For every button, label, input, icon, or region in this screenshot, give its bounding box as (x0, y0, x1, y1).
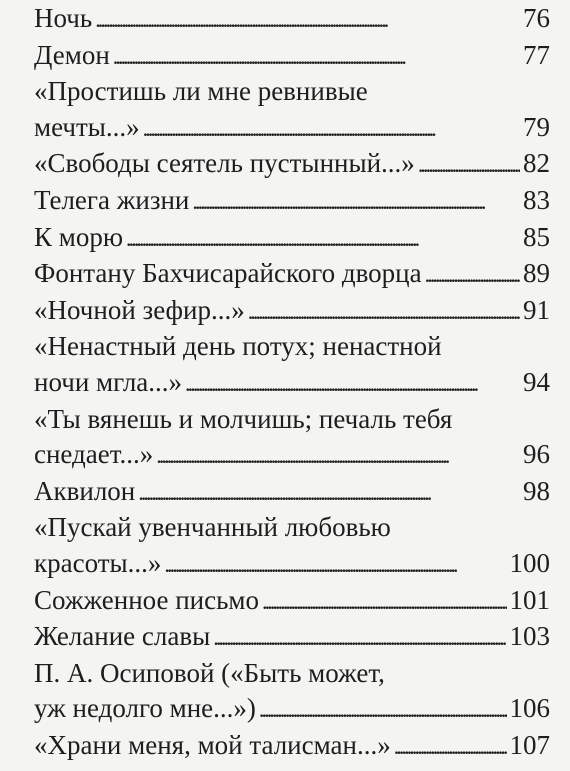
toc-entry (34, 474, 550, 511)
toc-title-first-line: П. А. Осиповой («Быть может, (34, 657, 385, 688)
toc-page-number: 91 (523, 294, 550, 325)
toc-title: уж недолго мне...») (34, 693, 256, 724)
toc-line (34, 691, 550, 728)
toc-entry (34, 183, 550, 220)
toc-title: Ночь (34, 3, 93, 33)
dot-leader (95, 1, 520, 38)
toc-page-number: 101 (509, 584, 550, 615)
toc-line (34, 474, 550, 511)
dot-leader (185, 365, 520, 402)
dot-leader (394, 728, 507, 765)
dot-leader (164, 546, 506, 583)
toc-title: ночи мгла...» (34, 366, 183, 397)
dot-leader (418, 146, 520, 183)
toc-title: Сожженное письмо (34, 584, 260, 615)
table-of-contents (34, 1, 550, 764)
toc-title: «Свободы сеятель пустынный...» (34, 148, 415, 179)
toc-page-number: 89 (523, 258, 550, 289)
toc-entry (34, 728, 550, 765)
toc-title: Аквилон (34, 475, 136, 506)
toc-line (34, 1, 550, 38)
toc-title: мечты...» (34, 111, 140, 142)
toc-line (34, 256, 550, 293)
dot-leader (113, 38, 520, 75)
toc-title: К морю (34, 221, 124, 252)
toc-title: снедает...» (34, 439, 154, 470)
toc-page-number: 96 (523, 439, 550, 470)
toc-title: Демон (34, 39, 110, 70)
toc-entry (34, 146, 550, 183)
toc-entry (34, 1, 550, 38)
toc-entry (34, 220, 550, 257)
toc-entry (34, 38, 550, 75)
toc-title-first-line: «Простишь ли мне ревнивые (34, 76, 368, 107)
toc-line (34, 183, 550, 220)
toc-page-number: 100 (509, 547, 550, 578)
dot-leader (192, 183, 520, 220)
toc-line (34, 583, 550, 620)
toc-page-number: 107 (509, 729, 550, 760)
toc-entry (34, 619, 550, 656)
toc-line (34, 220, 550, 257)
toc-title: Желание славы (34, 621, 211, 652)
toc-title-first-line: «Ненастный день потух; ненастной (34, 331, 442, 362)
toc-title: «Ночной зефир...» (34, 294, 245, 325)
toc-entry (34, 510, 550, 582)
toc-page-number: 79 (523, 111, 550, 142)
toc-line (34, 146, 550, 183)
toc-page-number: 85 (523, 221, 550, 252)
toc-line (34, 728, 550, 765)
toc-entry (34, 74, 550, 146)
toc-page-number: 76 (523, 3, 550, 33)
toc-entry (34, 402, 550, 474)
toc-title: Телега жизни (34, 184, 190, 215)
toc-line (34, 437, 550, 474)
dot-leader (213, 619, 506, 656)
toc-line (34, 110, 550, 147)
toc-page-number: 106 (509, 693, 550, 724)
toc-page-number: 103 (509, 621, 550, 652)
toc-page-number: 77 (523, 39, 550, 70)
toc-title-first-line: «Пускай увенчанный любовью (34, 512, 391, 543)
toc-title: красоты...» (34, 547, 162, 578)
toc-line (34, 38, 550, 75)
toc-entry (34, 293, 550, 330)
toc-page-number: 98 (523, 475, 550, 506)
toc-page-number: 83 (523, 184, 550, 215)
dot-leader (425, 256, 520, 293)
toc-title-first-line: «Ты вянешь и молчишь; печаль тебя (34, 403, 453, 434)
dot-leader (138, 474, 520, 511)
dot-leader (248, 293, 520, 330)
dot-leader (126, 220, 520, 257)
toc-entry (34, 583, 550, 620)
dot-leader (259, 691, 507, 728)
toc-line (34, 619, 550, 656)
toc-page-number: 94 (523, 366, 550, 397)
dot-leader (156, 437, 520, 474)
toc-entry (34, 329, 550, 401)
toc-entry (34, 256, 550, 293)
toc-line (34, 365, 550, 402)
dot-leader (262, 583, 506, 620)
toc-line (34, 293, 550, 330)
toc-line (34, 546, 550, 583)
dot-leader (143, 110, 520, 147)
toc-entry (34, 656, 550, 728)
toc-title: Фонтану Бахчисарайского дворца (34, 258, 422, 289)
toc-title: «Храни меня, мой талисман...» (34, 729, 391, 760)
toc-page-number: 82 (523, 148, 550, 179)
